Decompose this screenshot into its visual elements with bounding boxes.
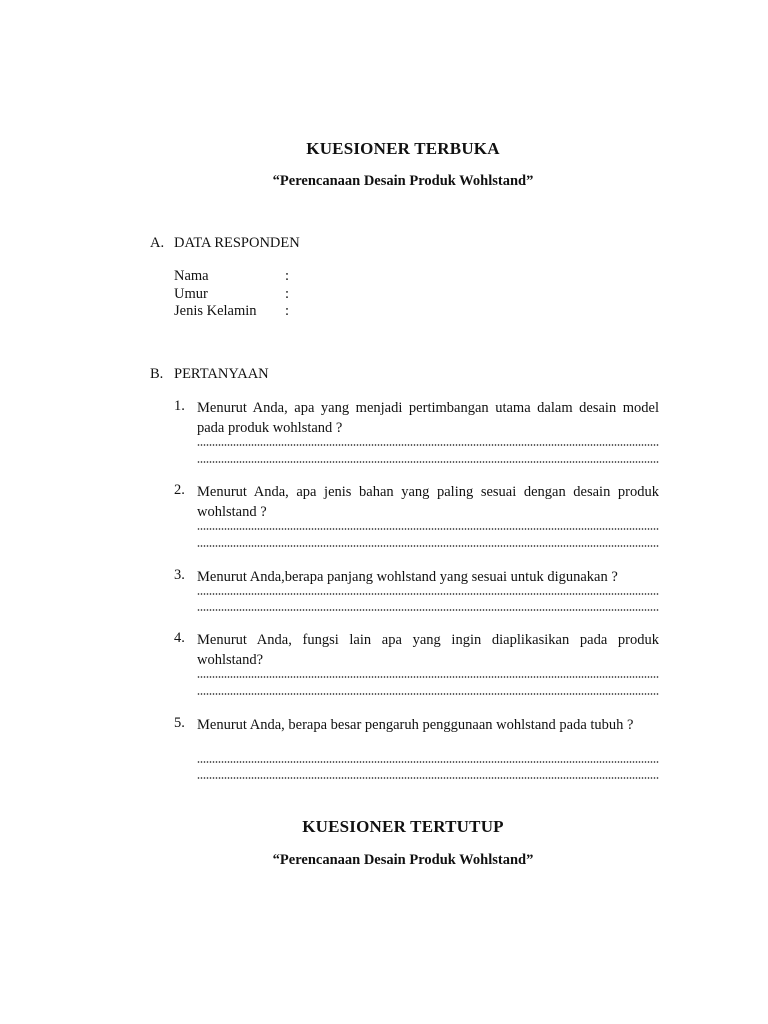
field-colon-nama: : <box>285 268 290 284</box>
question-1-text: Menurut Anda, apa yang menjadi pertimbangan utama dalam desain model pada produk wohlstand ? <box>197 400 659 436</box>
section-a-heading <box>150 235 300 252</box>
answer-line <box>197 545 659 547</box>
section-a-letter: A. <box>150 235 165 251</box>
answer-line <box>197 461 659 463</box>
answer-line <box>197 528 659 530</box>
answer-line <box>197 777 659 779</box>
section-b-title: PERTANYAAN <box>174 366 269 382</box>
field-label-jenis-kelamin: Jenis Kelamin <box>174 303 257 319</box>
question-5-number: 5. <box>174 715 185 731</box>
section-b-heading <box>150 366 269 383</box>
answer-line <box>197 693 659 695</box>
answer-line <box>197 676 659 678</box>
answer-line <box>197 444 659 446</box>
field-label-umur: Umur <box>174 286 208 302</box>
answer-line <box>197 593 659 595</box>
field-colon-umur: : <box>285 286 290 302</box>
answer-line <box>197 761 659 763</box>
section-b-letter: B. <box>150 366 164 382</box>
open-questionnaire-title: KUESIONER TERBUKA <box>306 139 500 158</box>
question-4-text: Menurut Anda, fungsi lain apa yang ingin diaplikasikan pada produk wohlstand? <box>197 632 659 668</box>
question-3-text: Menurut Anda,berapa panjang wohlstand yang sesuai untuk digunakan ? <box>197 569 618 585</box>
section-a-title: DATA RESPONDEN <box>174 235 300 251</box>
closed-questionnaire-title: KUESIONER TERTUTUP <box>302 817 504 836</box>
question-5-text: Menurut Anda, berapa besar pengaruh penggunaan wohlstand pada tubuh ? <box>197 717 634 733</box>
question-2-text: Menurut Anda, apa jenis bahan yang paling sesuai dengan desain produk wohlstand ? <box>197 484 659 520</box>
field-label-nama: Nama <box>174 268 209 284</box>
answer-line <box>197 609 659 611</box>
open-questionnaire-subtitle: “Perencanaan Desain Produk Wohlstand” <box>272 173 534 189</box>
question-1-number: 1. <box>174 398 185 414</box>
question-2-number: 2. <box>174 482 185 498</box>
closed-questionnaire-subtitle: “Perencanaan Desain Produk Wohlstand” <box>272 852 534 868</box>
question-4-number: 4. <box>174 630 185 646</box>
field-colon-jenis-kelamin: : <box>285 303 290 319</box>
question-3-number: 3. <box>174 567 185 583</box>
